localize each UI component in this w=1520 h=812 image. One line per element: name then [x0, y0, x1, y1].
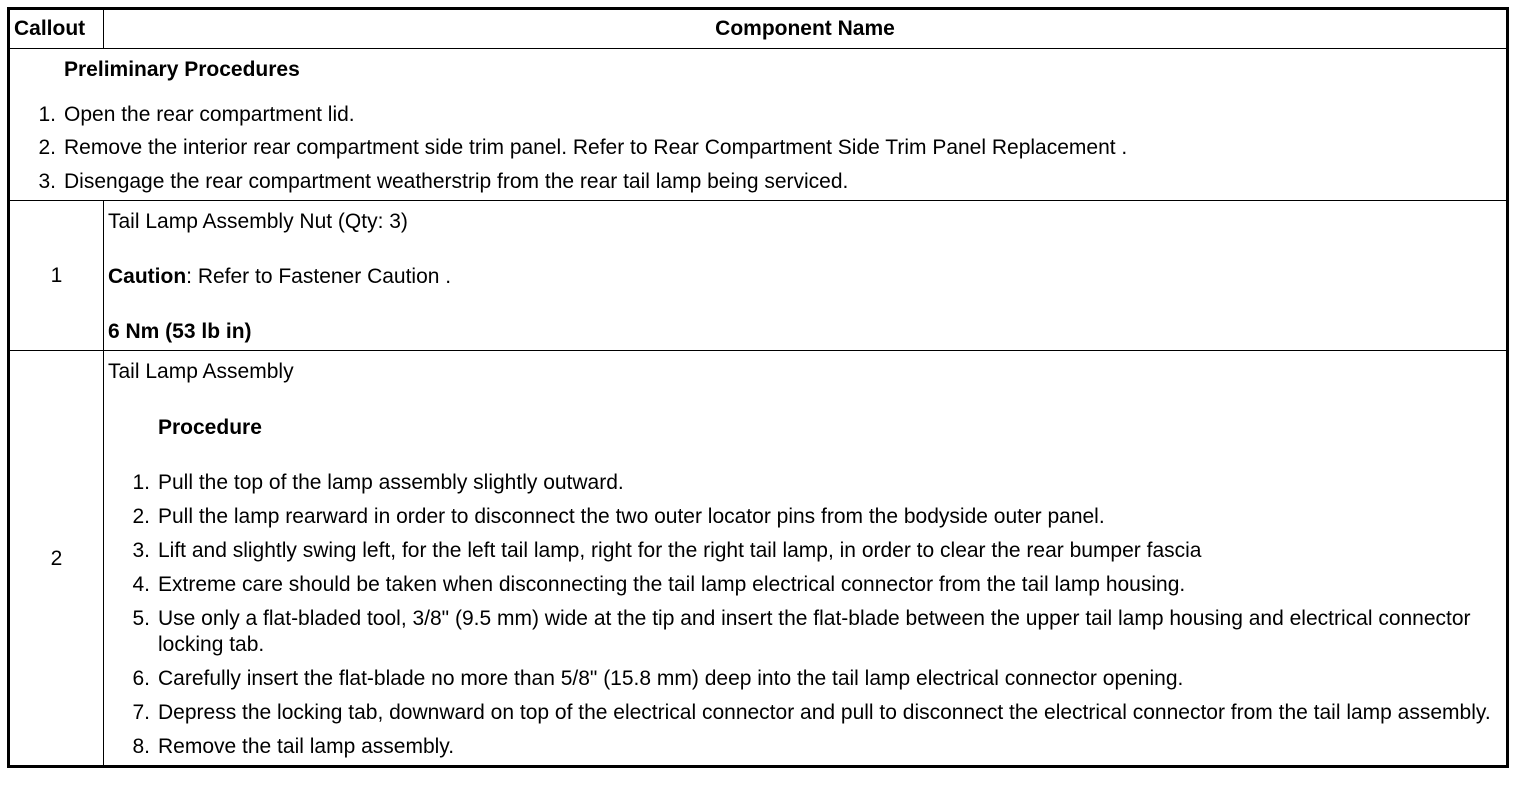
list-item — [108, 572, 1502, 597]
step-text: Remove the interior rear compartment side trim panel. Refer to Rear Compartment Side Trim Panel Replacement . — [64, 136, 1128, 160]
list-item — [108, 606, 1502, 656]
component-cell — [104, 351, 1507, 766]
list-item — [10, 169, 1506, 194]
step-number: 2. — [38, 136, 56, 160]
step-number: 1. — [132, 470, 150, 494]
component-name: Tail Lamp Assembly — [108, 360, 294, 384]
list-item — [108, 666, 1502, 691]
caution-label: Caution — [108, 264, 187, 288]
list-item — [108, 538, 1502, 563]
step-text: Extreme care should be taken when disconnecting the tail lamp electrical connector from the tail lamp housing. — [158, 573, 1186, 597]
preliminary-cell — [10, 49, 1507, 201]
list-item — [108, 504, 1502, 529]
step-text: Use only a flat-bladed tool, 3/8" (9.5 mm) wide at the tip and insert the flat-blade between the upper tail lamp housing and electrical connector locking tab. — [158, 607, 1471, 656]
table-row — [10, 351, 1507, 766]
procedure-table — [9, 9, 1507, 766]
header-row — [10, 10, 1507, 49]
preliminary-steps — [10, 102, 1506, 194]
preliminary-title: Preliminary Procedures — [64, 58, 300, 81]
torque-spec: 6 Nm (53 lb in) — [108, 320, 252, 344]
procedure-document — [7, 7, 1509, 768]
step-number: 6. — [132, 666, 150, 690]
step-text: Disengage the rear compartment weatherstrip from the rear tail lamp being serviced. — [64, 169, 849, 193]
list-item — [10, 102, 1506, 127]
step-text: Lift and slightly swing left, for the left tail lamp, right for the right tail lamp, in order to clear the rear bumper fascia — [158, 539, 1202, 563]
step-text: Carefully insert the flat-blade no more than 5/8" (15.8 mm) deep into the tail lamp electrical connector opening. — [158, 666, 1184, 690]
step-number: 2. — [132, 504, 150, 528]
step-number: 4. — [132, 573, 150, 597]
step-number: 8. — [132, 735, 150, 759]
list-item — [10, 135, 1506, 160]
step-number: 1. — [38, 103, 56, 127]
caution-line — [108, 264, 1502, 289]
step-text: Pull the lamp rearward in order to disconnect the two outer locator pins from the bodyside outer panel. — [158, 504, 1105, 528]
list-item — [108, 700, 1502, 725]
component-name-column-header: Component Name — [104, 10, 1507, 49]
step-number: 3. — [132, 539, 150, 563]
caution-text: : Refer to Fastener Caution . — [186, 264, 452, 288]
step-text: Remove the tail lamp assembly. — [158, 735, 455, 759]
step-number: 5. — [132, 607, 150, 631]
list-item — [108, 470, 1502, 495]
procedure-steps — [108, 470, 1502, 760]
callout-number: 2 — [10, 351, 104, 766]
procedure-title: Procedure — [158, 415, 262, 439]
list-item — [108, 734, 1502, 759]
step-number: 3. — [38, 169, 56, 193]
step-number: 7. — [132, 701, 150, 724]
component-cell — [104, 200, 1507, 351]
callout-column-header: Callout — [10, 10, 104, 49]
component-name: Tail Lamp Assembly Nut (Qty: 3) — [108, 209, 408, 233]
step-text: Depress the locking tab, downward on top of the electrical connector and pull to disconnect the electrical connector from the tail lamp assembly. — [158, 701, 1491, 724]
preliminary-row — [10, 49, 1507, 201]
callout-number: 1 — [10, 200, 104, 351]
step-text: Pull the top of the lamp assembly slightly outward. — [158, 470, 624, 494]
table-row — [10, 200, 1507, 351]
step-text: Open the rear compartment lid. — [64, 103, 355, 127]
